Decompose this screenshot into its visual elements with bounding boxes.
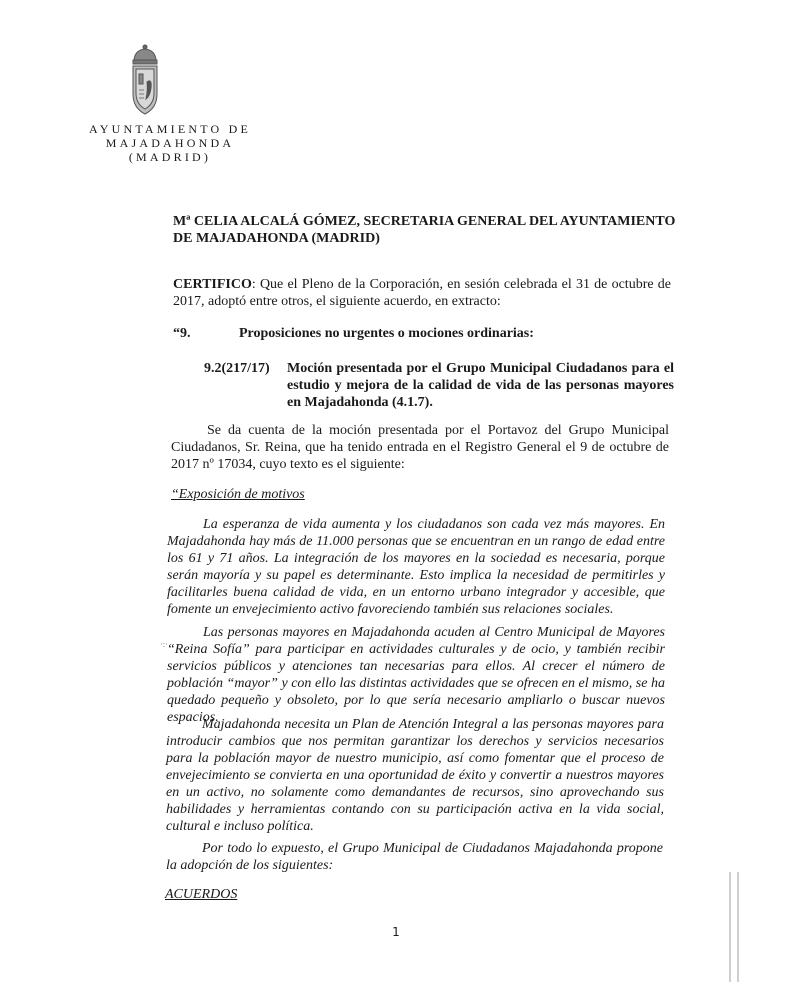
heading-line-2: DE MAJADAHONDA (MADRID): [173, 231, 380, 246]
acuerdos-heading: ACUERDOS: [165, 887, 238, 902]
intro-paragraph: Se da cuenta de la moción presentada por el Portavoz del Grupo Municipal Ciudadanos, Sr. Reina, que ha tenido entrada en el Registro General el 9 de octubre de 2017 nº 17034, cuyo texto es el siguiente:: [171, 423, 669, 472]
margin-mark: ·:·: [160, 640, 168, 649]
letterhead: [70, 122, 270, 164]
exposicion-heading: “Exposición de motivos: [171, 487, 305, 502]
page-number: 1: [392, 925, 400, 939]
paragraph-1: La esperanza de vida aumenta y los ciudadanos son cada vez más mayores. En Majadahonda hay más de 11.000 personas que se encuentran en un rango de edad entre los 61 y 71 años. La integración de los mayores en la sociedad es necesaria, porque serán mayoría y su papel es determinante. Esto implica la necesidad de permitirles y facilitarles buena calidad de vida, en un entorno urbano integrador y accesible, que fomente un envejecimiento activo favoreciendo también sus relaciones sociales.: [167, 517, 665, 617]
paragraph-4: Por todo lo expuesto, el Grupo Municipal de Ciudadanos Majadahonda propone la adopción de los siguientes:: [166, 841, 663, 873]
section-title: Proposiciones no urgentes o mociones ordinarias:: [239, 326, 534, 341]
scan-artifact-line: [737, 872, 739, 982]
section-heading: [173, 325, 673, 342]
municipal-crest-icon: [126, 44, 164, 120]
certifico-paragraph: [173, 276, 671, 310]
motion-block: [204, 360, 674, 411]
section-number: “9.: [173, 326, 191, 341]
motion-number: 9.2(217/17): [204, 361, 270, 376]
certifico-label: CERTIFICO: [173, 277, 252, 292]
paragraph-2: Las personas mayores en Majadahonda acuden al Centro Municipal de Mayores “Reina Sofía” para participar en actividades culturales y de ocio, y también recibir servicios públicos y atenciones tan necesarias para ellos. Al crecer el número de población “mayor” y con ello las distintas actividades que se ofrecen en el mismo, se ha quedado pequeño y obsoleto, por lo que sería necesario ampliarlo o buscar nuevos espacios.: [167, 625, 665, 725]
heading-line-1: Mª CELIA ALCALÁ GÓMEZ, SECRETARIA GENERAL DEL AYUNTAMIENTO: [173, 214, 676, 229]
letterhead-line-2: MAJADAHONDA: [105, 136, 235, 150]
letterhead-line-1: AYUNTAMIENTO DE: [88, 122, 252, 136]
scan-artifact-line: [729, 872, 731, 982]
document-heading: [173, 213, 693, 247]
letterhead-line-3: (MADRID): [128, 150, 212, 164]
certifico-text: : Que el Pleno de la Corporación, en sesión celebrada el 31 de octubre de 2017, adoptó entre otros, el siguiente acuerdo, en extracto:: [173, 277, 671, 309]
paragraph-3: Majadahonda necesita un Plan de Atención Integral a las personas mayores para introducir cambios que nos permitan garantizar los derechos y servicios necesarios para la población mayor de nuestro municipio, así como fomentar que el proceso de envejecimiento se convierta en una oportunidad de éxito y convertir a nuestros mayores en un activo, no solamente como demandantes de recursos, sino aprovechando sus habilidades y herramientas contando con su participación activa en la vida social, cultural e incluso política.: [166, 717, 664, 834]
motion-title: Moción presentada por el Grupo Municipal Ciudadanos para el estudio y mejora de la calidad de vida de las personas mayores en Majadahonda (4.1.7).: [287, 361, 674, 410]
